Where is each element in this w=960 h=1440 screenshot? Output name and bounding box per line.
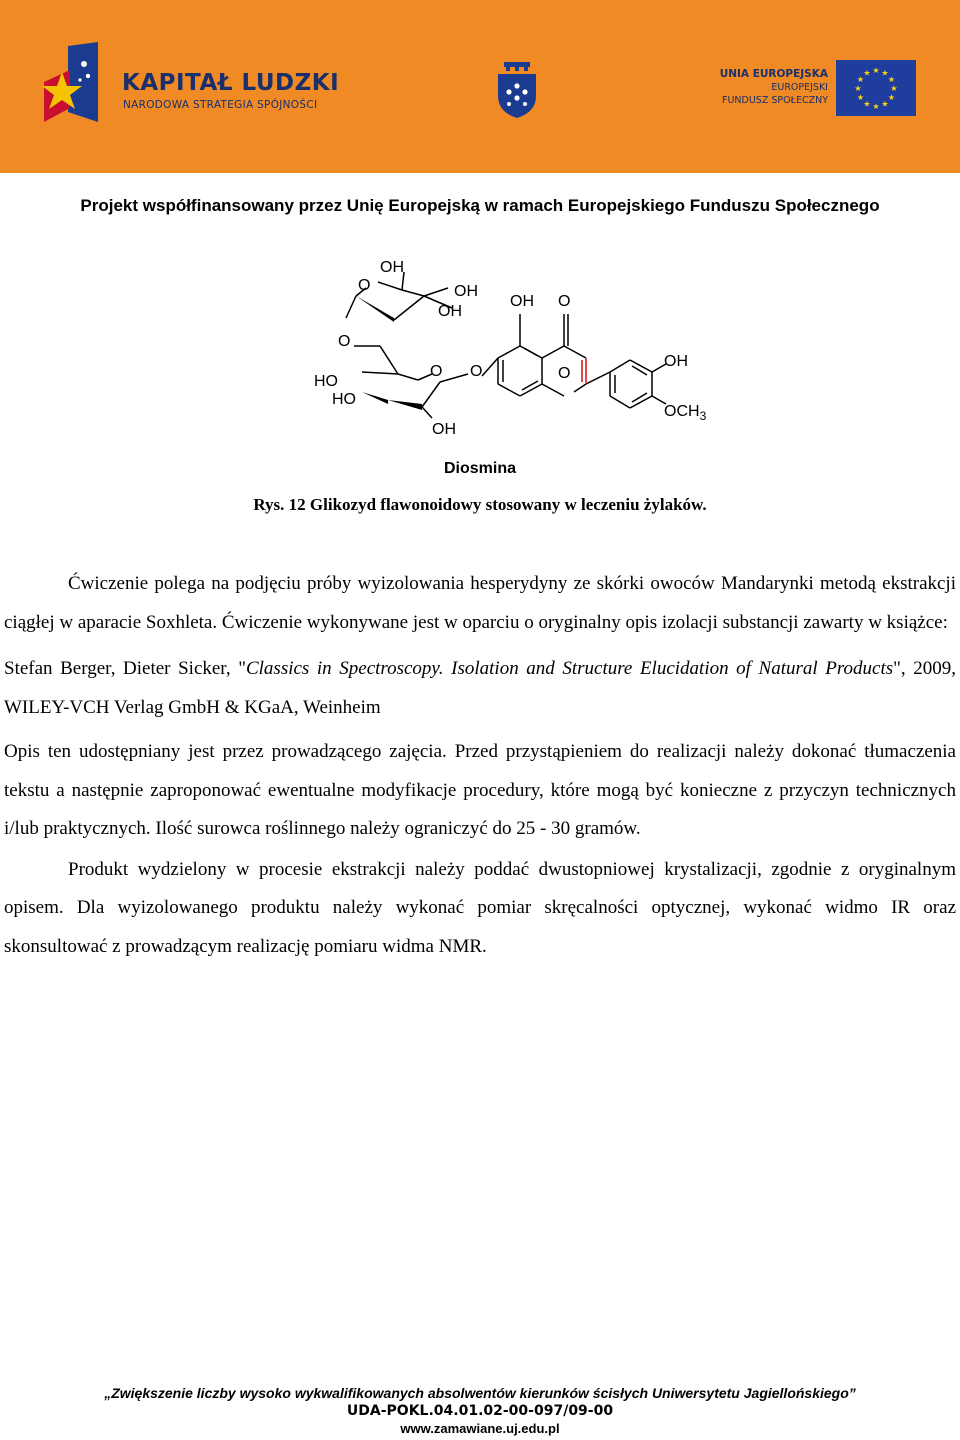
eu-line-1: UNIA EUROPEJSKA [719, 68, 828, 80]
paragraph-product: Produkt wydzielony w procesie ekstrakcji należy poddać dwustopniowej krystalizacji, zgodnie z oryginalnym opisem. Dla wyizolowanego produktu należy wykonać pomiar skręcalności optycznej, wykonać widmo IR oraz skonsultować z prowadzącym realizację pomiaru widma NMR. [4, 858, 956, 957]
eu-fund-label [712, 68, 828, 107]
svg-text:★: ★ [881, 99, 889, 109]
kapital-ludzki-subtitle: NARODOWA STRATEGIA SPÓJNOŚCI [123, 99, 318, 111]
label-och3: $OCH_3$ [664, 403, 707, 423]
svg-text:★: ★ [854, 84, 862, 93]
label-ho-1: HO [314, 373, 338, 390]
svg-text:★: ★ [890, 84, 898, 93]
svg-text:★: ★ [872, 102, 880, 111]
svg-text:★: ★ [863, 68, 871, 78]
eu-line-3: FUNDUSZ SPOŁECZNY [722, 95, 828, 106]
body-text [4, 565, 956, 966]
label-oh-b-ring: OH [664, 353, 688, 370]
label-oh-right-1: OH [454, 283, 478, 300]
svg-text:★: ★ [856, 93, 865, 102]
footer-project-code: UDA-POKL.04.01.02-00-097/09-00 [346, 1403, 614, 1419]
figure-caption: Rys. 12 Glikozyd flawonoidowy stosowany w leczeniu żylaków. [253, 495, 707, 514]
svg-text:★: ★ [887, 75, 896, 84]
label-oh-bottom: OH [432, 421, 456, 438]
svg-text:★: ★ [881, 68, 889, 78]
paragraph-exercise-description: Ćwiczenie polega na podjęciu próby wyizolowania hesperydyny ze skórki owoców Mandarynki metodą ekstrakcji ciągłej w aparacie Soxhleta. Ćwiczenie wykonywane jest w oparciu o oryginalny opis izolacji substancji zawarty w książce: [4, 573, 956, 633]
diosmin-structure-diagram [300, 250, 740, 450]
footer-website: www.zamawiane.uj.edu.pl [400, 1421, 560, 1436]
page-footer [0, 1384, 960, 1437]
label-oh-right-2: OH [438, 303, 462, 320]
kapital-ludzki-logo-icon [40, 42, 110, 124]
svg-text:★: ★ [863, 99, 871, 109]
header-banner [0, 0, 960, 173]
project-cofinancing-line: Projekt współfinansowany przez Unię Europejską w ramach Europejskiego Funduszu Społecznego [80, 196, 880, 215]
svg-text:★: ★ [887, 93, 896, 102]
label-o-ring-top: O [358, 277, 371, 294]
label-oh-top: OH [380, 259, 404, 276]
reference-publisher: ", 2009, WILEY-VCH Verlag GmbH & KGaA, Weinheim [4, 658, 956, 718]
eu-line-2: EUROPEJSKI [771, 82, 828, 93]
label-ho-2: HO [332, 391, 356, 408]
footer-project-title: „Zwiększenie liczby wysoko wykwalifikowanych absolwentów kierunków ścisłych Uniwersytetu Jagiellońskiego” [104, 1385, 856, 1401]
eu-flag-icon [836, 60, 916, 116]
label-o-carbonyl: O [558, 293, 571, 310]
compound-name: Diosmina [443, 460, 516, 477]
paragraph-instructions: Opis ten udostępniany jest przez prowadzącego zajęcia. Przed przystąpieniem do realizacji należy dokonać tłumaczenia tekstu a następnie zaproponować ewentualne modyfikacje procedury, które mogą być konieczne z przyczyn technicznych i/lub praktycznych. Ilość surowca roślinnego należy ograniczyć do 25 - 30 gramów. [4, 741, 956, 839]
label-o-flavone-ring: O [558, 365, 571, 382]
label-o-link: O [338, 333, 351, 350]
reference-title: Classics in Spectroscopy. Isolation and Structure Elucidation of Natural Products [245, 658, 894, 679]
label-oh-flavone: OH [510, 293, 534, 310]
svg-text:★: ★ [856, 75, 865, 84]
paragraph-reference [4, 650, 956, 727]
label-o-glycosidic: O [470, 363, 483, 380]
reference-authors: Stefan Berger, Dieter Sicker, " [4, 658, 246, 679]
svg-text:★: ★ [872, 66, 880, 75]
kapital-ludzki-title: KAPITAŁ LUDZKI [122, 70, 340, 96]
label-o-ring-bottom: O [430, 363, 443, 380]
university-crest-icon [494, 62, 540, 118]
